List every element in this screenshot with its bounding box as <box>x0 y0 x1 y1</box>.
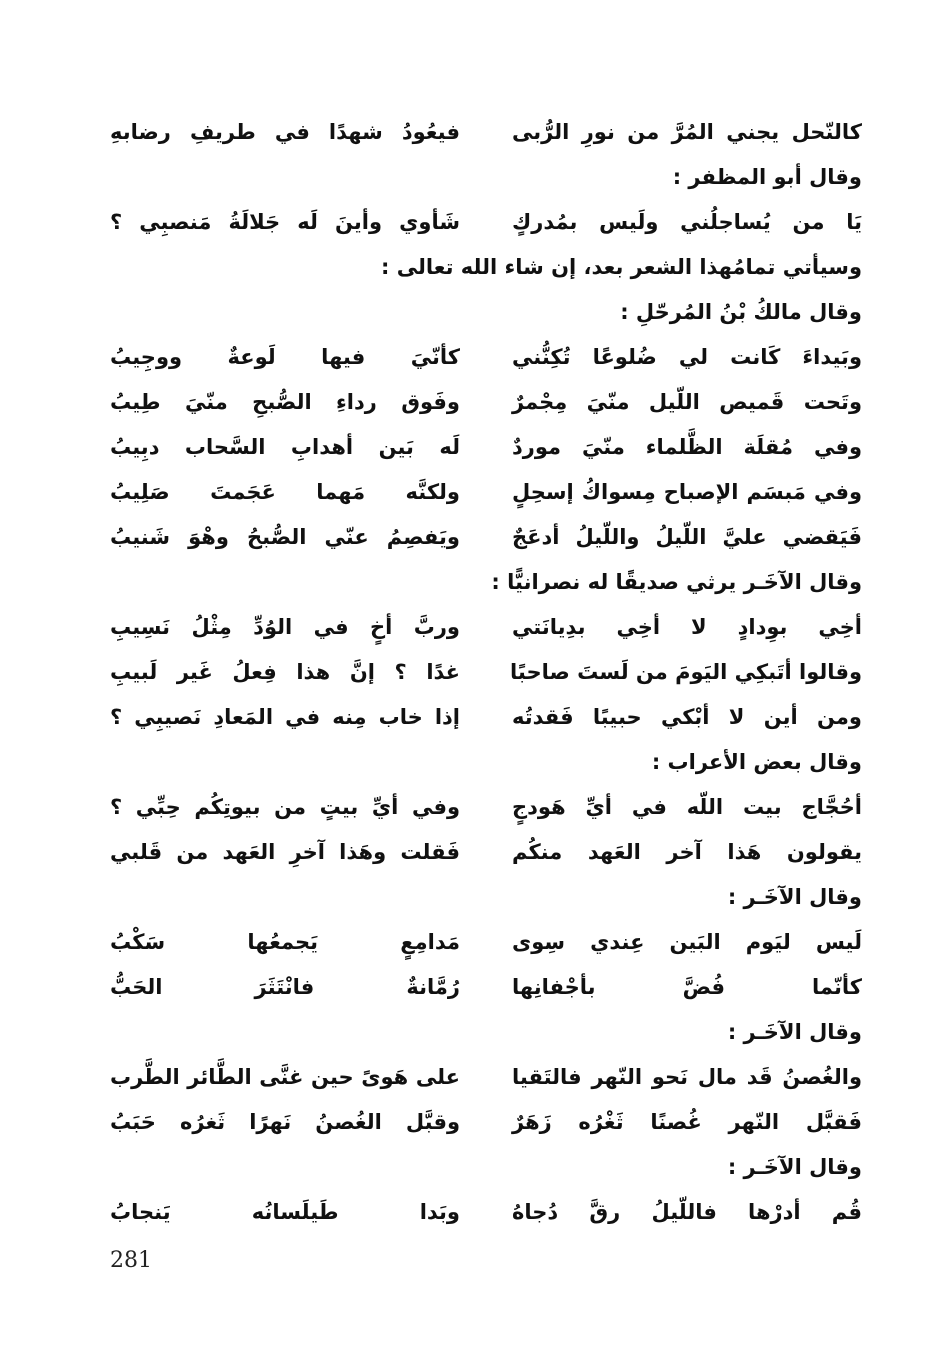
verse-second-hemistich: غدًا ؟ إنَّ هذا فِعلُ غَير لَبيبِ <box>110 660 460 684</box>
verse-second-hemistich: وبَدا طَيلَسانُه يَنجابُ <box>110 1200 460 1224</box>
verse-first-hemistich: كأنّما فُضَّ بأجْفانِها <box>512 975 862 999</box>
verse-second-hemistich: على هَوىً حين غنَّى الطَّائر الطَّرب <box>110 1065 460 1089</box>
verse-second-hemistich: لَه بَين أهدابِ السَّحاب دبِيبُ <box>110 435 460 459</box>
verse-second-hemistich: وفي أيِّ بيتٍ من بيوتِكُم حِبِّي ؟ <box>110 795 460 819</box>
prose-line <box>110 560 862 605</box>
verse-second-hemistich: وفَوق رداءِ الصُّبحِ منّيَ طِيبُ <box>110 390 460 414</box>
verse-first-hemistich: يَا من يُساجلُني ولَيس بمُدركٍ <box>512 210 862 234</box>
prose-text: وقال أبو المظفر : <box>672 165 862 189</box>
verse-first-hemistich: كالنّحل يجني المُرَّ من نورِ الرُّبى <box>512 120 862 144</box>
prose-line <box>110 290 862 335</box>
verse-line <box>110 425 862 470</box>
verse-first-hemistich: لَيس ليَوم البَين عِندي سِوى <box>512 930 862 954</box>
verse-line <box>110 515 862 560</box>
verse-first-hemistich: فَقبَّل النّهر غُصنًا ثَغْرُه زَهَرٌ <box>512 1110 862 1134</box>
verse-second-hemistich: كأنّيَ فيها لَوعةٌ ووجِيبُ <box>110 345 460 369</box>
prose-line <box>110 155 862 200</box>
verse-first-hemistich: ومن أين لا أبْكي حبيبًا فَقدتُه <box>512 705 862 729</box>
prose-line <box>110 740 862 785</box>
verse-line <box>110 1055 862 1100</box>
prose-text: وقال الآخَـر : <box>727 1020 862 1044</box>
verse-second-hemistich: شَأوي وأينَ لَه جَلالَةُ مَنصبِي ؟ <box>110 210 460 234</box>
verse-first-hemistich: وقالوا أتَبكِي اليَومَ من لَستَ صاحبًا <box>510 660 862 684</box>
verse-first-hemistich: أخِي بوِدادٍ لا أخِي بدِيانَتي <box>512 615 862 639</box>
verse-line <box>110 200 862 245</box>
verse-line <box>110 110 862 155</box>
verse-first-hemistich: يقولون هَذا آخر العَهد منكُم <box>512 840 862 864</box>
verse-line <box>110 785 862 830</box>
prose-text: وقال مالكُ بْنُ المُرحّلِ : <box>620 300 862 324</box>
verse-second-hemistich: ولكنَّه مَهما عَجَمتَ صَلِيبُ <box>110 480 460 504</box>
prose-line <box>110 1145 862 1190</box>
verse-line <box>110 1190 862 1235</box>
prose-text: وقال الآخَـر : <box>727 1155 862 1179</box>
verse-second-hemistich: مَدامِعٍ يَجمعُها سَكْبُ <box>110 930 460 954</box>
verse-first-hemistich: وبَيداءَ كَانت لي ضُلوعًا تُكِنُّني <box>512 345 862 369</box>
verse-line <box>110 1100 862 1145</box>
verse-first-hemistich: وفي مُقلَة الظَّلماء منّيَ موردٌ <box>512 435 862 459</box>
verse-second-hemistich: فيعُودُ شهدًا في طريفِ رضابهِ <box>110 120 460 144</box>
verse-second-hemistich: فَقلت وهَذا آخرِ العَهد من قَلبي <box>110 840 460 864</box>
prose-text: وسيأتي تمامُهذا الشعر بعد، إن شاء الله تعالى : <box>381 255 862 279</box>
page-number: 281 <box>110 1248 152 1273</box>
verse-second-hemistich: وربَّ أخٍ في الوُدِّ مِثْلُ نَسِيبِ <box>110 615 460 639</box>
verse-line <box>110 830 862 875</box>
verse-first-hemistich: فَيَقضي عليَّ اللّيلُ واللّيلُ أدعَجٌ <box>512 525 862 549</box>
prose-line <box>110 1010 862 1055</box>
prose-text: وقال بعض الأعراب : <box>651 750 862 774</box>
verse-line <box>110 605 862 650</box>
verse-line <box>110 650 862 695</box>
verse-first-hemistich: قُم أدرْها فاللّيلُ رقَّ دُجاهُ <box>512 1200 862 1224</box>
verse-line <box>110 695 862 740</box>
verse-second-hemistich: رُمَّانةٌ فانْتَثَرَ الحَبُّ <box>110 975 460 999</box>
verse-second-hemistich: وقبَّل الغُصنُ نَهرًا ثَغرُه حَبَبُ <box>110 1110 460 1134</box>
verse-first-hemistich: والغُصنُ قَد مال نَحو النّهر فالتَقيا <box>512 1065 862 1089</box>
verse-first-hemistich: وفي مَبسَم الإصباح مِسواكُ إسحِلٍ <box>512 480 862 504</box>
prose-line <box>110 875 862 920</box>
verse-line <box>110 380 862 425</box>
verse-first-hemistich: وتَحت قَميص اللّيل منّيَ مِجْمرٌ <box>512 390 862 414</box>
verse-line <box>110 920 862 965</box>
verse-second-hemistich: إذا خاب مِنه في المَعادِ نَصيبِي ؟ <box>110 705 460 729</box>
prose-line <box>110 245 862 290</box>
verse-line <box>110 470 862 515</box>
prose-text: وقال الآخَـر : <box>727 885 862 909</box>
poetry-text-body <box>110 110 862 1235</box>
prose-text: وقال الآخَـر يرثي صديقًا له نصرانيًّا : <box>491 570 862 594</box>
verse-line <box>110 335 862 380</box>
verse-first-hemistich: أحُجَّاج بيت اللّه في أيِّ هَودجٍ <box>512 795 862 819</box>
verse-line <box>110 965 862 1010</box>
verse-second-hemistich: ويَفصِمُ عنّي الصُّبحُ وهْوَ شَنيبُ <box>110 525 460 549</box>
